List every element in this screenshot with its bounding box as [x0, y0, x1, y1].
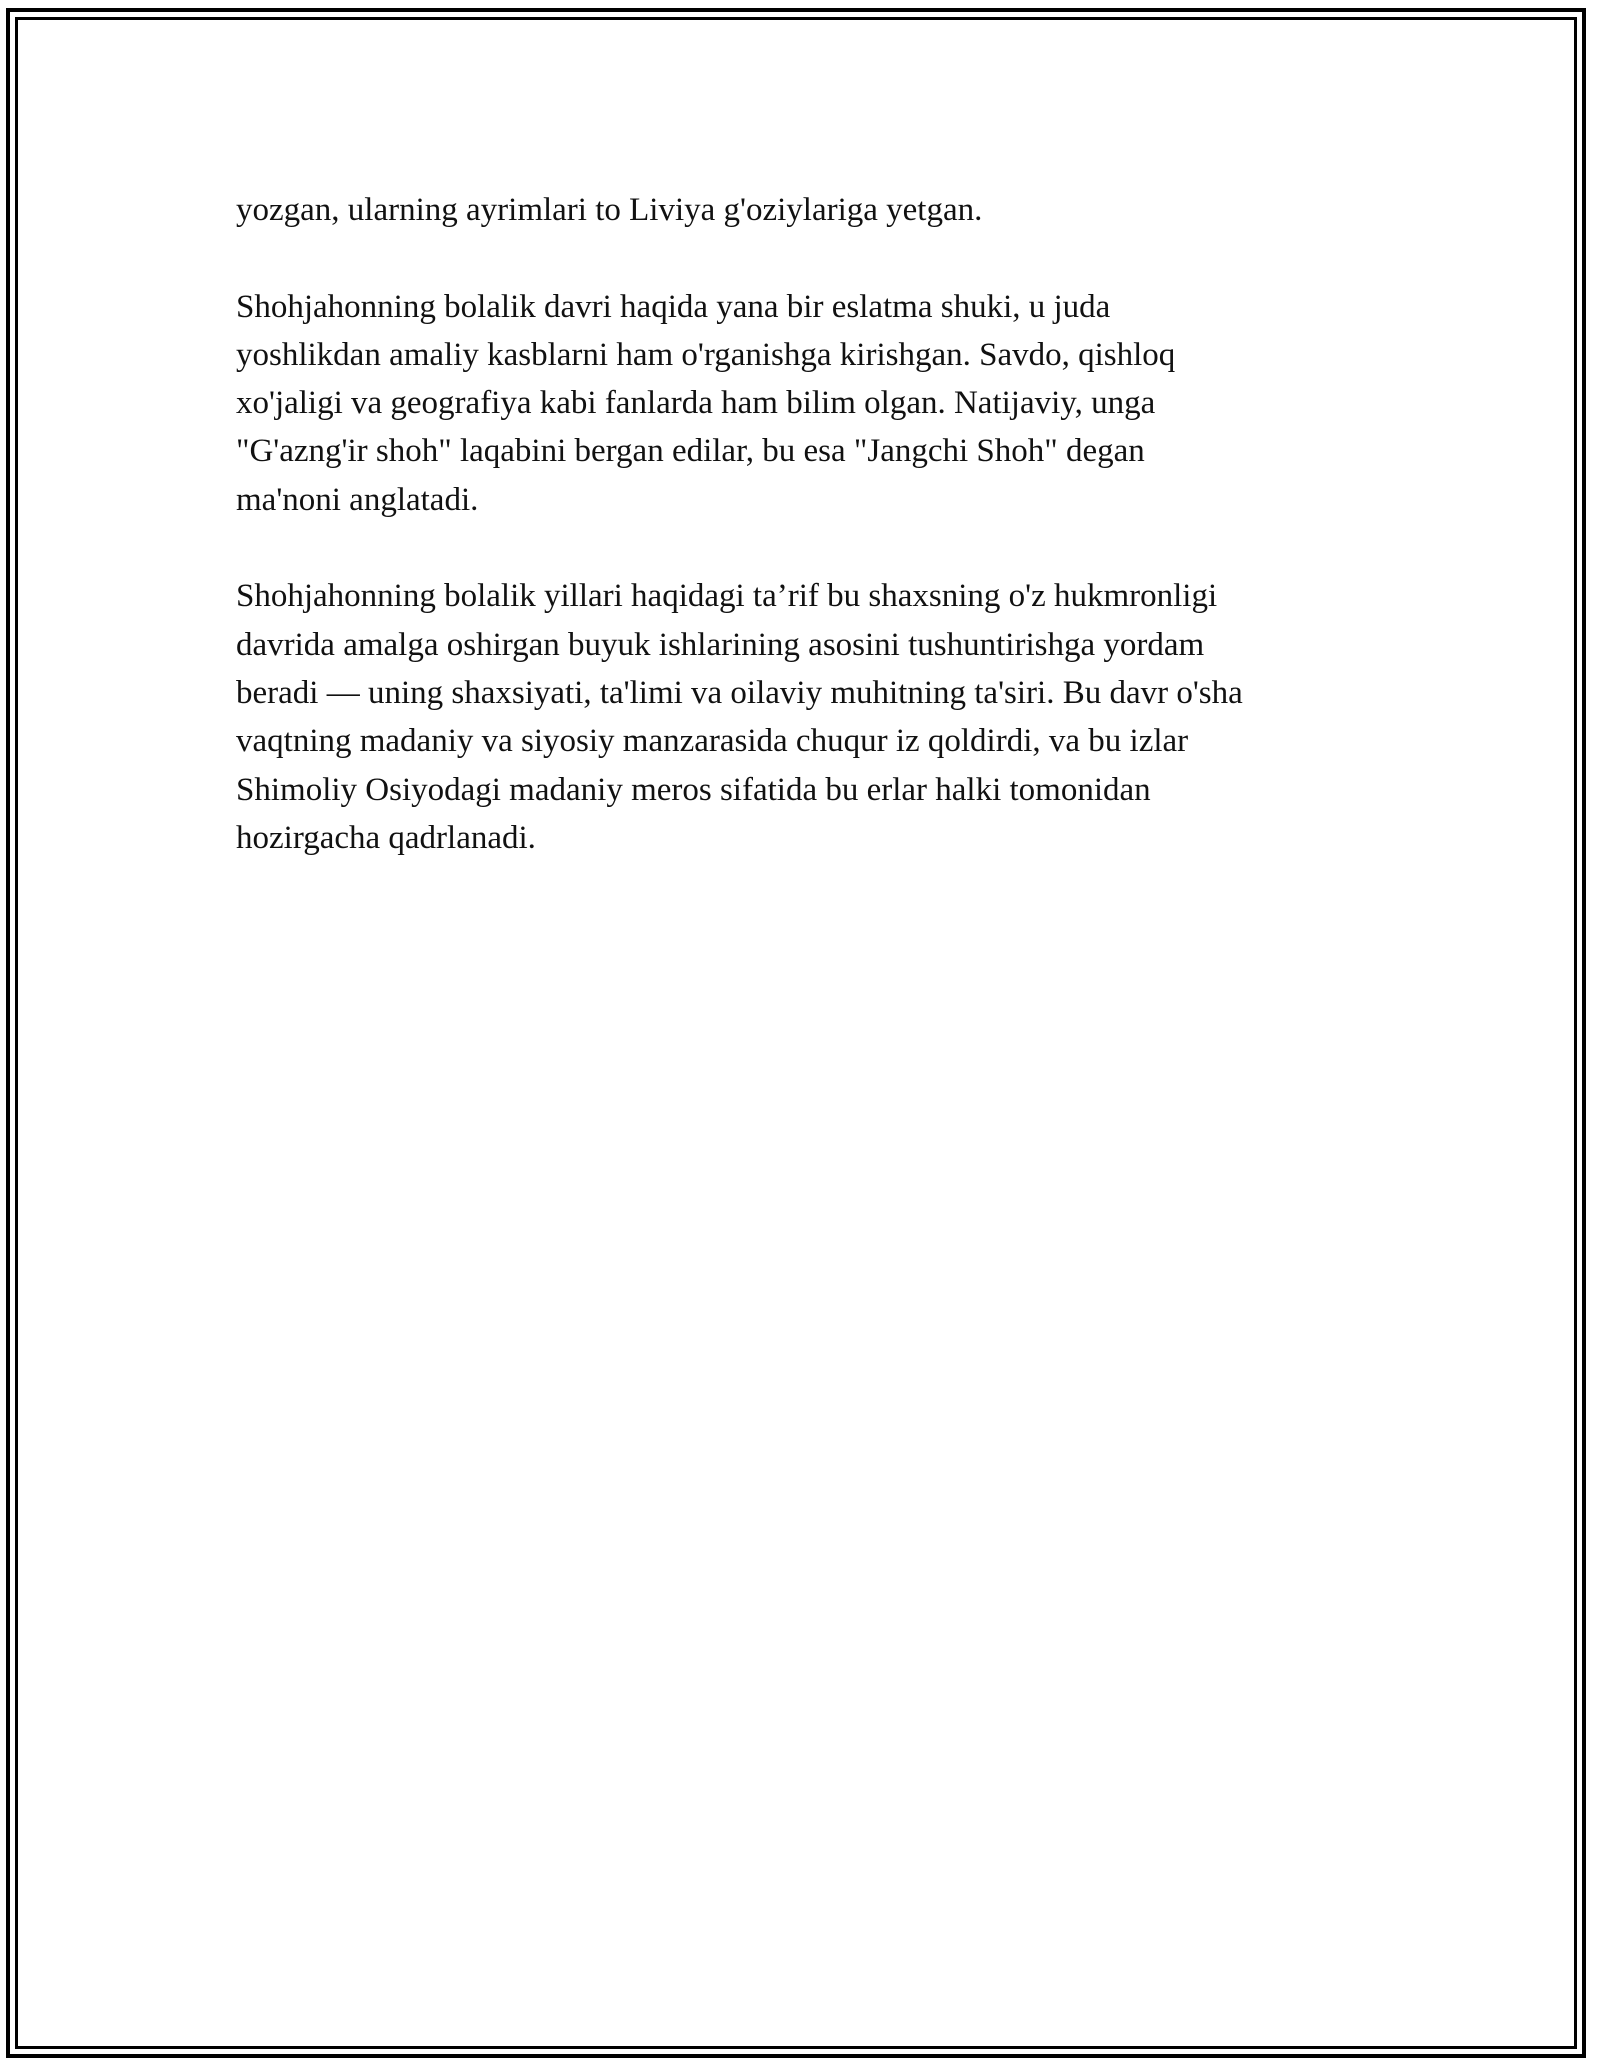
- text-line: yozgan, ularning ayrimlari to Liviya g'oziylariga yetgan.: [236, 192, 983, 228]
- text-line: ma'noni anglatadi.: [236, 481, 479, 518]
- text-line: "G'azng'ir shoh" laqabini bergan edilar, bu esa "Jangchi Shoh" degan: [236, 433, 1145, 470]
- text-line: davrida amalga oshirgan buyuk ishlarining asosini tushuntirishga yordam: [236, 626, 1205, 663]
- text-line: beradi — uning shaxsiyati, ta'limi va oilaviy muhitning ta'siri. Bu davr o'sha: [236, 674, 1243, 711]
- text-line: yoshlikdan amaliy kasblarni ham o'rganishga kirishgan. Savdo, qishloq: [236, 336, 1176, 373]
- paragraph-3: [236, 572, 1366, 862]
- text-line: Shohjahonning bolalik davri haqida yana bir eslatma shuki, u juda: [236, 288, 1111, 325]
- text-line: hozirgacha qadrlanadi.: [236, 819, 536, 856]
- text-line: Shimoliy Osiyodagi madaniy meros sifatida bu erlar halki tomonidan: [236, 771, 1151, 808]
- paragraph-2: [236, 283, 1366, 524]
- text-line: xo'jaligi va geografiya kabi fanlarda ham bilim olgan. Natijaviy, unga: [236, 385, 1156, 422]
- document-body: [236, 186, 1366, 910]
- text-line: vaqtning madaniy va siyosiy manzarasida chuqur iz qoldirdi, va bu izlar: [236, 723, 1189, 760]
- text-line: Shohjahonning bolalik yillari haqidagi ta’rif bu shaxsning o'z hukmronligi: [236, 578, 1218, 615]
- paragraph-1: [236, 186, 1366, 234]
